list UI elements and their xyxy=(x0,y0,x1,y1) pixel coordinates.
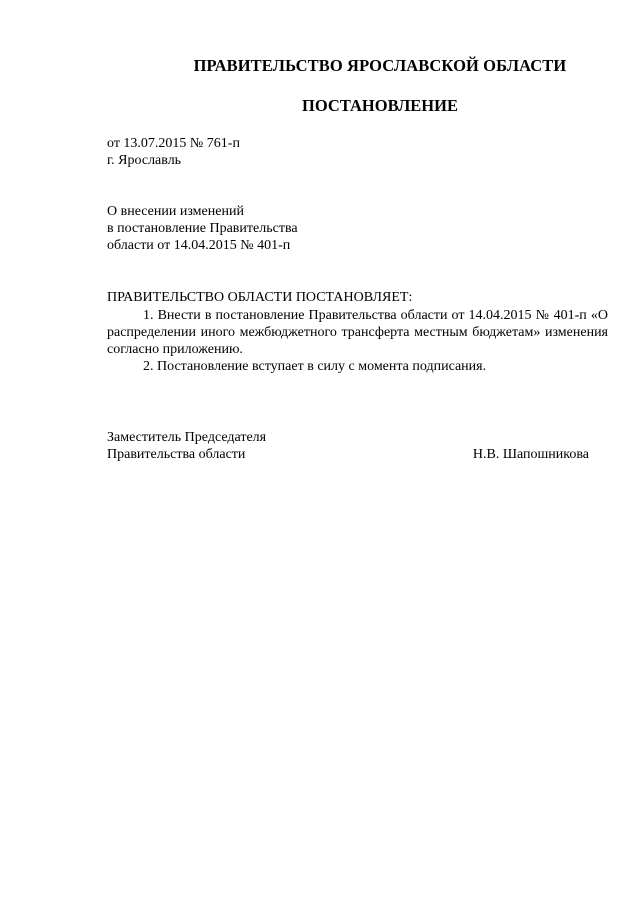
resolution-preamble: ПРАВИТЕЛЬСТВО ОБЛАСТИ ПОСТАНОВЛЯЕТ: xyxy=(107,290,413,305)
document-type-title: ПОСТАНОВЛЕНИЕ xyxy=(302,96,458,115)
document-date-number: от 13.07.2015 № 761-п xyxy=(107,136,240,151)
government-title: ПРАВИТЕЛЬСТВО ЯРОСЛАВСКОЙ ОБЛАСТИ xyxy=(193,56,567,75)
document-subject xyxy=(107,203,298,254)
signature-block xyxy=(107,429,589,463)
signature-row xyxy=(107,446,589,463)
resolution-paragraph: 2. Постановление вступает в силу с момента подписания. xyxy=(143,359,487,374)
document-city: г. Ярославль xyxy=(107,153,182,168)
resolution-body xyxy=(107,307,608,375)
subject-line: в постановление Правительства xyxy=(107,221,298,236)
signatory-position-line2: Правительства области xyxy=(107,447,246,462)
resolution-paragraph: 1. Внести в постановление Правительства области от 14.04.2015 № 401-п «О распределении иного межбюджетного трансферта местным бюджетам» изменения согласно приложению. xyxy=(107,308,608,357)
signatory-position-line1: Заместитель Председателя xyxy=(107,430,267,445)
subject-line: О внесении изменений xyxy=(107,204,244,219)
subject-line: области от 14.04.2015 № 401-п xyxy=(107,238,291,253)
signatory-name: Н.В. Шапошникова xyxy=(472,447,589,462)
